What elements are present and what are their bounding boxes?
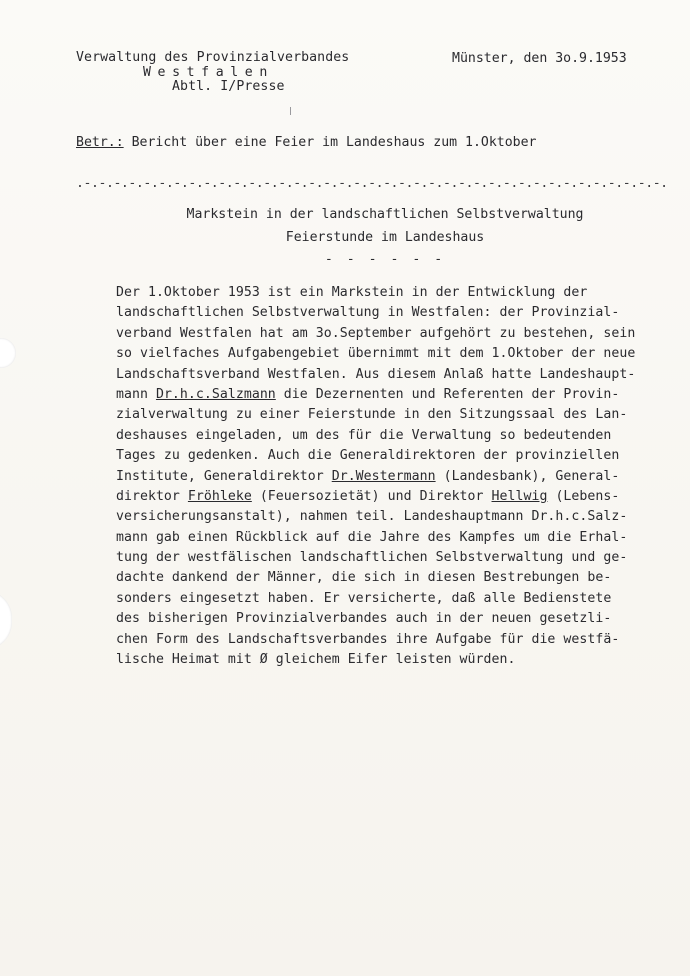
heading-subtitle: Feierstunde im Landeshaus	[285, 230, 485, 245]
body-text-fragment: die Dezernenten und Referenten der Provin-	[275, 386, 620, 402]
body-line: verband Westfalen hat am 3o.September aufgehört zu bestehen, sein	[116, 325, 636, 341]
body-line: mann gab einen Rückblick auf die Jahre des Kampfes um die Erhal-	[116, 529, 628, 545]
body-line: chen Form des Landschaftsverbandes ihre Aufgabe für die westfä-	[116, 631, 620, 647]
body-line: Tages zu gedenken. Auch die Generaldirektoren der provinziellen	[116, 448, 620, 464]
body-line: lische Heimat mit Ø gleichem Eifer leisten würden.	[116, 652, 516, 668]
separator-line: .-.-.-.-.-.-.-.-.-.-.-.-.-.-.-.-.-.-.-.-.-.-.-.-.-.-.-.-.-.-.-.-.-.-.-.-.-.-.-.	[76, 176, 668, 191]
sender-block	[76, 51, 349, 95]
body-paragraph	[116, 283, 676, 670]
body-line: deshauses eingeladen, um des für die Verwaltung so bedeutenden	[116, 427, 612, 443]
body-line	[116, 487, 676, 507]
heading-title: Markstein in der landschaftlichen Selbstverwaltung	[186, 207, 584, 222]
body-line: des bisherigen Provinzialverbandes auch in der neuen gesetzli-	[116, 611, 612, 627]
sender-line-3: Abtl. I/Presse	[172, 79, 285, 94]
subject-text: Bericht über eine Feier im Landeshaus zum 1.Oktober	[123, 135, 537, 150]
body-line: sonders eingesetzt haben. Er versicherte, daß alle Bedienstete	[116, 590, 612, 606]
body-text-fragment: (Feuersozietät) und Direktor	[251, 488, 492, 504]
body-text-fragment: direktor	[116, 488, 188, 504]
body-text-fragment: (Lebens-	[547, 488, 620, 504]
body-line	[116, 385, 676, 405]
body-text-fragment: mann	[116, 386, 156, 402]
punch-hole	[0, 590, 12, 650]
heading-rule: - - - - - -	[324, 252, 446, 267]
underlined-name-froehleke: Fröhleke	[187, 488, 252, 504]
pencil-tick-mark	[290, 107, 291, 115]
underlined-name-westermann: Dr.Westermann	[331, 468, 436, 484]
dateline: Münster, den 3o.9.1953	[452, 51, 627, 66]
subject-label: Betr.:	[76, 135, 124, 150]
subject-line	[76, 135, 537, 150]
body-line: zialverwaltung zu einer Feierstunde in den Sitzungssaal des Lan-	[116, 407, 628, 423]
body-line	[116, 467, 676, 487]
body-line: Landschaftsverband Westfalen. Aus diesem Anlaß hatte Landeshaupt-	[116, 366, 636, 382]
body-line: dachte dankend der Männer, die sich in diesen Bestrebungen be-	[116, 570, 612, 586]
punch-hole	[0, 338, 16, 368]
body-text-fragment: Institute, Generaldirektor	[116, 468, 332, 484]
body-line: so vielfaches Aufgabengebiet übernimmt mit dem 1.Oktober der neue	[116, 346, 636, 362]
sender-line-1: Verwaltung des Provinzialverbandes	[76, 50, 350, 65]
body-line: tung der westfälischen landschaftlichen Selbstverwaltung und ge-	[116, 550, 628, 566]
underlined-name-hellwig: Hellwig	[491, 488, 548, 504]
body-line: landschaftlichen Selbstverwaltung in Westfalen: der Provinzial-	[116, 305, 620, 321]
underlined-name-salzmann: Dr.h.c.Salzmann	[155, 386, 276, 402]
sender-line-2: Westfalen	[143, 64, 274, 80]
body-line: Der 1.Oktober 1953 ist ein Markstein in der Entwicklung der	[116, 285, 588, 300]
body-text-fragment: (Landesbank), General-	[435, 468, 620, 484]
body-line: versicherungsanstalt), nahmen teil. Landeshauptmann Dr.h.c.Salz-	[116, 509, 628, 525]
